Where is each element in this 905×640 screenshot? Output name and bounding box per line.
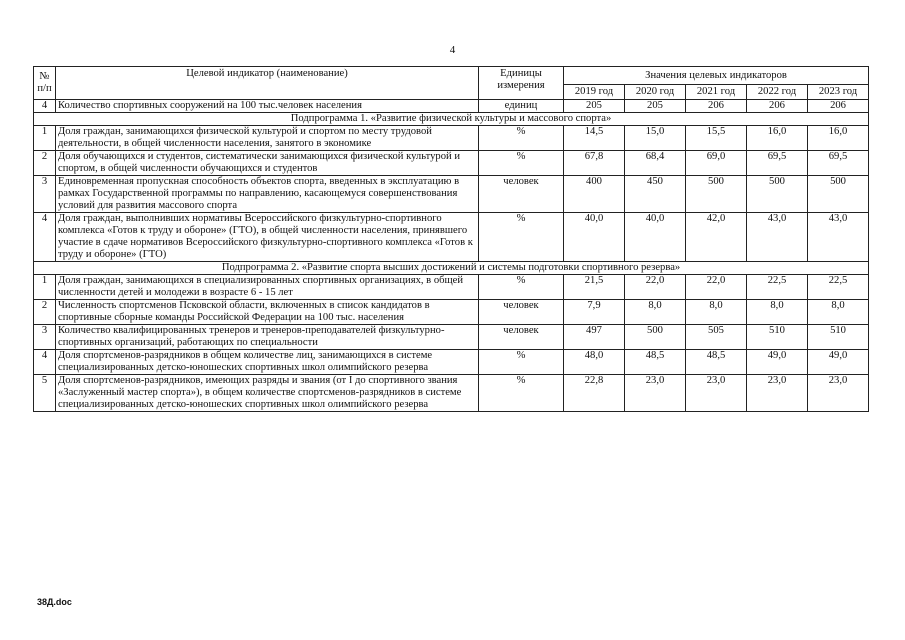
table-row <box>34 176 869 213</box>
value-cell: 68,4 <box>625 151 686 176</box>
unit-cell: % <box>479 151 564 176</box>
value-cell: 69,0 <box>686 151 747 176</box>
indicators-table <box>33 66 869 412</box>
value-cell: 205 <box>625 100 686 113</box>
value-cell: 14,5 <box>564 126 625 151</box>
value-cell: 49,0 <box>747 350 808 375</box>
value-cell: 23,0 <box>808 375 869 412</box>
value-cell: 497 <box>564 325 625 350</box>
section-row <box>34 262 869 275</box>
row-num: 3 <box>34 176 56 213</box>
header-indicator: Целевой индикатор (наименование) <box>56 67 479 100</box>
table-row <box>34 325 869 350</box>
value-cell: 206 <box>747 100 808 113</box>
table-row <box>34 275 869 300</box>
indicator-name: Численность спортсменов Псковской области, включенных в список кандидатов в спортивные сборные команды Российской Федерации на 100 тыс. населения <box>56 300 479 325</box>
indicator-name: Доля граждан, занимающихся физической культурой и спортом по месту трудовой деятельности, в общей численности населения, занятого в экономике <box>56 126 479 151</box>
value-cell: 16,0 <box>808 126 869 151</box>
table-row <box>34 151 869 176</box>
row-num: 1 <box>34 126 56 151</box>
header-year: 2021 год <box>686 85 747 100</box>
value-cell: 450 <box>625 176 686 213</box>
table-row <box>34 375 869 412</box>
value-cell: 40,0 <box>564 213 625 262</box>
header-year: 2019 год <box>564 85 625 100</box>
unit-cell: % <box>479 350 564 375</box>
indicator-name: Доля спортсменов-разрядников, имеющих разряды и звания (от I до спортивного звания «Заслуженный мастер спорта»), в общем количестве спортсменов-разрядников в системе специализированных детско-юношеских спортивных школ олимпийского резерва <box>56 375 479 412</box>
unit-cell: % <box>479 126 564 151</box>
section-title: Подпрограмма 2. «Развитие спорта высших достижений и системы подготовки спортивного резерва» <box>34 262 869 275</box>
value-cell: 43,0 <box>747 213 808 262</box>
value-cell: 48,5 <box>625 350 686 375</box>
unit-cell: % <box>479 275 564 300</box>
value-cell: 510 <box>747 325 808 350</box>
value-cell: 500 <box>747 176 808 213</box>
value-cell: 7,9 <box>564 300 625 325</box>
table-row <box>34 350 869 375</box>
row-num: 4 <box>34 213 56 262</box>
header-values-group: Значения целевых индикаторов <box>564 67 869 85</box>
value-cell: 8,0 <box>808 300 869 325</box>
header-year: 2020 год <box>625 85 686 100</box>
table-row <box>34 126 869 151</box>
value-cell: 48,0 <box>564 350 625 375</box>
row-num: 4 <box>34 350 56 375</box>
row-num: 5 <box>34 375 56 412</box>
row-num: 1 <box>34 275 56 300</box>
page-number: 4 <box>449 44 456 56</box>
table-row <box>34 213 869 262</box>
section-title: Подпрограмма 1. «Развитие физической культуры и массового спорта» <box>34 113 869 126</box>
header-year: 2023 год <box>808 85 869 100</box>
unit-cell: человек <box>479 176 564 213</box>
row-num: 2 <box>34 151 56 176</box>
indicator-name: Доля обучающихся и студентов, систематически занимающихся физической культурой и спортом, в общей численности обучающихся и студентов <box>56 151 479 176</box>
header-num: № п/п <box>34 67 56 100</box>
header-year: 2022 год <box>747 85 808 100</box>
unit-cell: человек <box>479 325 564 350</box>
value-cell: 22,0 <box>625 275 686 300</box>
value-cell: 500 <box>808 176 869 213</box>
unit-cell: человек <box>479 300 564 325</box>
indicator-name: Единовременная пропускная способность объектов спорта, введенных в эксплуатацию в рамках Государственной программы по направлению, касающемуся совершенствования условий для развития массового спорта <box>56 176 479 213</box>
table-row <box>34 300 869 325</box>
row-num: 2 <box>34 300 56 325</box>
value-cell: 505 <box>686 325 747 350</box>
value-cell: 23,0 <box>747 375 808 412</box>
value-cell: 21,5 <box>564 275 625 300</box>
value-cell: 8,0 <box>625 300 686 325</box>
value-cell: 22,8 <box>564 375 625 412</box>
indicator-name: Доля спортсменов-разрядников в общем количестве лиц, занимающихся в системе специализированных детско-юношеских спортивных школ олимпийского резерва <box>56 350 479 375</box>
value-cell: 69,5 <box>747 151 808 176</box>
value-cell: 8,0 <box>686 300 747 325</box>
value-cell: 15,5 <box>686 126 747 151</box>
value-cell: 40,0 <box>625 213 686 262</box>
table-row <box>34 100 869 113</box>
section-row <box>34 113 869 126</box>
value-cell: 22,0 <box>686 275 747 300</box>
value-cell: 67,8 <box>564 151 625 176</box>
unit-cell: % <box>479 375 564 412</box>
value-cell: 42,0 <box>686 213 747 262</box>
value-cell: 69,5 <box>808 151 869 176</box>
value-cell: 23,0 <box>625 375 686 412</box>
indicator-name: Количество квалифицированных тренеров и тренеров-преподавателей физкультурно-спортивных организаций, работающих по специальности <box>56 325 479 350</box>
value-cell: 206 <box>686 100 747 113</box>
value-cell: 510 <box>808 325 869 350</box>
row-num: 3 <box>34 325 56 350</box>
value-cell: 23,0 <box>686 375 747 412</box>
value-cell: 8,0 <box>747 300 808 325</box>
value-cell: 16,0 <box>747 126 808 151</box>
header-units: Единицы измерения <box>479 67 564 100</box>
value-cell: 205 <box>564 100 625 113</box>
unit-cell: единиц <box>479 100 564 113</box>
footer-filename: 38Д.doc <box>37 597 72 607</box>
value-cell: 500 <box>625 325 686 350</box>
value-cell: 43,0 <box>808 213 869 262</box>
value-cell: 22,5 <box>808 275 869 300</box>
indicator-name: Доля граждан, выполнивших нормативы Всероссийского физкультурно-спортивного комплекса «Готов к труду и обороне» (ГТО), в общей численности населения, принявшего участие в сдаче нормативов Всероссийского физкультурно-спортивного комплекса «Готов к труду и обороне» (ГТО) <box>56 213 479 262</box>
indicator-name: Доля граждан, занимающихся в специализированных спортивных организациях, в общей численности детей и молодежи в возрасте 6 - 15 лет <box>56 275 479 300</box>
unit-cell: % <box>479 213 564 262</box>
value-cell: 49,0 <box>808 350 869 375</box>
value-cell: 400 <box>564 176 625 213</box>
value-cell: 500 <box>686 176 747 213</box>
value-cell: 22,5 <box>747 275 808 300</box>
indicator-name: Количество спортивных сооружений на 100 тыс.человек населения <box>56 100 479 113</box>
value-cell: 48,5 <box>686 350 747 375</box>
value-cell: 15,0 <box>625 126 686 151</box>
value-cell: 206 <box>808 100 869 113</box>
row-num: 4 <box>34 100 56 113</box>
